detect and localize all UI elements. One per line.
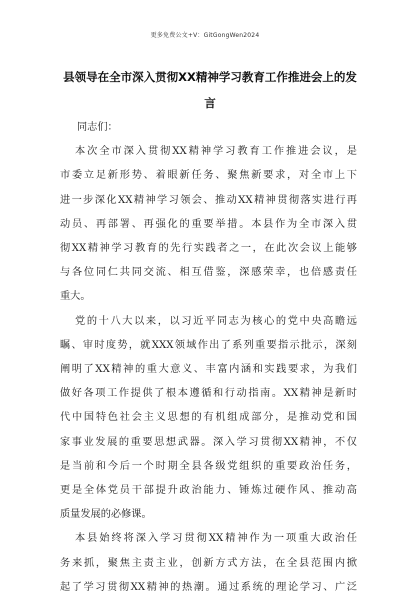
paragraph-2 — [60, 310, 357, 528]
paragraph-line: 阐明了XX精神的重大意义、丰富内涵和实践要求，为我们 — [60, 364, 357, 376]
paragraph-line: 做好各项工作提供了根本遵循和行动指南。XX精神是新时 — [60, 388, 357, 400]
header-note: 更多免费公文+V：GitGongWen2024 — [150, 32, 260, 39]
paragraph-line: 与各位同仁共同交流、相互借鉴，深感荣幸，也倍感责任 — [60, 267, 357, 279]
paragraph-line: 重大。 — [60, 291, 91, 303]
paragraph-line: 是当前和今后一个时期全县各级党组织的重要政治任务， — [60, 460, 357, 472]
paragraph-line: 务来抓，聚焦主责主业，创新方式方法，在全县范围内掀 — [60, 557, 357, 569]
paragraph-line: 进一步深化XX精神学习领会、推动XX精神贯彻落实进行再 — [60, 194, 357, 206]
paragraph-line: 瞩、审时度势，就XXX领域作出了系列重要指示批示，深刻 — [60, 339, 357, 351]
greeting: 同志们： — [77, 122, 118, 133]
paragraph-line: 更是全体党员干部提升政治能力、锤炼过硬作风、推动高 — [60, 485, 357, 497]
document-body — [60, 116, 357, 600]
title-line-2: 言 — [204, 96, 216, 110]
paragraph-1 — [60, 140, 357, 309]
title-line-1: 县领导在全市深入贯彻XX精神学习教育工作推进会上的发 — [63, 70, 357, 84]
paragraph-line: 起了学习贯彻XX精神的热潮。通过系统的理论学习、广泛 — [60, 581, 357, 593]
paragraph-line: 家事业发展的重要思想武器。深入学习贯彻XX精神，不仅 — [60, 436, 357, 448]
paragraph-line: 本县始终将深入学习贯彻XX精神作为一项重大政治任 — [75, 533, 357, 545]
paragraph-line: 质量发展的必修课。 — [60, 509, 152, 521]
paragraph-line: 代中国特色社会主义思想的有机组成部分，是推动党和国 — [60, 412, 357, 424]
paragraph-3 — [60, 527, 357, 600]
paragraph-line: 本次全市深入贯彻XX精神学习教育工作推进会议，是 — [75, 146, 357, 158]
paragraph-line: 彻XX精神学习教育的先行实践者之一，在此次会议上能够 — [60, 243, 357, 255]
paragraph-line: 市委立足新形势、着眼新任务、聚焦新要求，对全市上下 — [60, 170, 357, 182]
document-title — [60, 64, 360, 116]
paragraph-line: 动员、再部署、再强化的重要举措。本县作为全市深入贯 — [60, 218, 357, 230]
paragraph-line: 党的十八大以来，以习近平同志为核心的党中央高瞻远 — [75, 315, 357, 327]
